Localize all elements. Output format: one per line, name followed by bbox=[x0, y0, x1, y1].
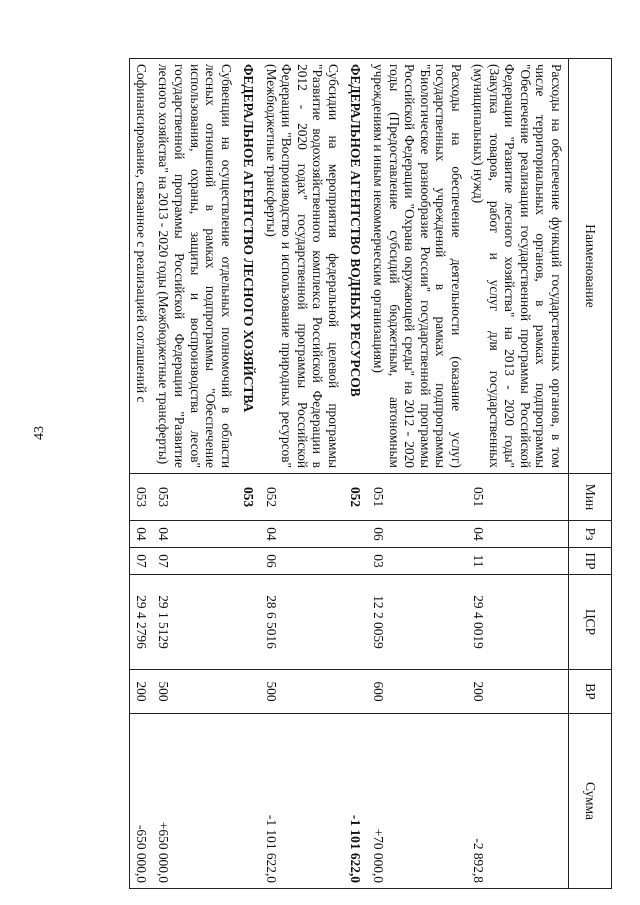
cell-rz: 04 bbox=[153, 521, 238, 548]
cell-sum: +70 000,0 bbox=[367, 714, 467, 889]
cell-pr bbox=[238, 548, 261, 575]
cell-vr bbox=[345, 670, 368, 714]
rotated-page-content bbox=[100, 58, 612, 888]
cell-pr: 06 bbox=[260, 548, 345, 575]
cell-sum: -2 892,8 bbox=[468, 714, 569, 889]
cell-name: Софинансирование, связанное с реализацией соглашений с bbox=[130, 59, 153, 474]
cell-sum: -1 101 622,0 bbox=[260, 714, 345, 889]
cell-pr: 03 bbox=[367, 548, 467, 575]
cell-csr: 29 4 2796 bbox=[130, 575, 153, 670]
table-row bbox=[130, 59, 153, 889]
cell-csr: 29 4 0019 bbox=[468, 575, 569, 670]
budget-table bbox=[129, 58, 612, 889]
cell-name: Расходы на обеспечение деятельности (оказание услуг) государственных учреждений в рамках подпрограммы "Биологическое разнообразие России" государственной программы Российской Федерации "Охрана окружающей среды" на 2012 - 2020 годы (Предоставление субсидий бюджетным, автономным учреждениям и иным некоммерческим организациям) bbox=[367, 59, 467, 474]
cell-pr: 07 bbox=[153, 548, 238, 575]
cell-pr bbox=[345, 548, 368, 575]
cell-rz bbox=[238, 521, 261, 548]
cell-min: 053 bbox=[153, 474, 238, 521]
header-csr: ЦСР bbox=[569, 575, 612, 670]
cell-vr bbox=[238, 670, 261, 714]
cell-vr: 600 bbox=[367, 670, 467, 714]
cell-rz: 06 bbox=[367, 521, 467, 548]
cell-rz: 04 bbox=[468, 521, 569, 548]
header-vr: ВР bbox=[569, 670, 612, 714]
cell-rz bbox=[345, 521, 368, 548]
cell-name: ФЕДЕРАЛЬНОЕ АГЕНТСТВО ЛЕСНОГО ХОЗЯЙСТВА bbox=[238, 59, 261, 474]
cell-csr: 12 2 0059 bbox=[367, 575, 467, 670]
cell-pr: 11 bbox=[468, 548, 569, 575]
cell-min: 051 bbox=[468, 474, 569, 521]
cell-csr bbox=[345, 575, 368, 670]
cell-name: ФЕДЕРАЛЬНОЕ АГЕНТСТВО ВОДНЫХ РЕСУРСОВ bbox=[345, 59, 368, 474]
cell-name: Субвенции на осуществление отдельных полномочий в области лесных отношений в рамках подпрограммы "Обеспечение использования, охраны, защиты и воспроизводства лесов" государственной программы Российской Федерации "Развитие лесного хозяйства" на 2013 - 2020 годы (Межбюджетные трансферты) bbox=[153, 59, 238, 474]
cell-csr: 28 6 5016 bbox=[260, 575, 345, 670]
page-number: 43 bbox=[32, 426, 47, 440]
cell-rz: 04 bbox=[260, 521, 345, 548]
cell-min: 053 bbox=[130, 474, 153, 521]
header-rz: Рз bbox=[569, 521, 612, 548]
header-pr: ПР bbox=[569, 548, 612, 575]
cell-rz: 04 bbox=[130, 521, 153, 548]
table-row bbox=[345, 59, 368, 889]
cell-vr: 200 bbox=[130, 670, 153, 714]
cell-sum bbox=[238, 714, 261, 889]
header-sum: Сумма bbox=[569, 714, 612, 889]
cell-csr bbox=[238, 575, 261, 670]
cell-vr: 200 bbox=[468, 670, 569, 714]
table-row bbox=[238, 59, 261, 889]
cell-vr: 500 bbox=[153, 670, 238, 714]
table-header-row bbox=[569, 59, 612, 889]
cell-vr: 500 bbox=[260, 670, 345, 714]
cell-min: 051 bbox=[367, 474, 467, 521]
table-row bbox=[367, 59, 467, 889]
cell-min: 053 bbox=[238, 474, 261, 521]
header-name: Наименование bbox=[569, 59, 612, 474]
cell-csr: 29 1 5129 bbox=[153, 575, 238, 670]
cell-sum: -1 101 622,0 bbox=[345, 714, 368, 889]
header-min: Мин bbox=[569, 474, 612, 521]
cell-pr: 07 bbox=[130, 548, 153, 575]
cell-sum: -650 000,0 bbox=[130, 714, 153, 889]
cell-name: Расходы на обеспечение функций государственных органов, в том числе территориальных органов, в рамках подпрограммы "Обеспечение реализации государственной программы Российской Федерации "Развитие лесного хозяйства" на 2013 - 2020 годы" (Закупка товаров, работ и услуг для государственных (муниципальных) нужд) bbox=[468, 59, 569, 474]
cell-min: 052 bbox=[345, 474, 368, 521]
table-row bbox=[468, 59, 569, 889]
cell-sum: +650 000,0 bbox=[153, 714, 238, 889]
cell-min: 052 bbox=[260, 474, 345, 521]
table-row bbox=[260, 59, 345, 889]
table-row bbox=[153, 59, 238, 889]
cell-name: Субсидии на мероприятия федеральной целевой программы "Развитие водохозяйственного комплекса Российской Федерации в 2012 - 2020 годах" государственной программы Российской Федерации "Воспроизводство и использование природных ресурсов" (Межбюджетные трансферты) bbox=[260, 59, 345, 474]
